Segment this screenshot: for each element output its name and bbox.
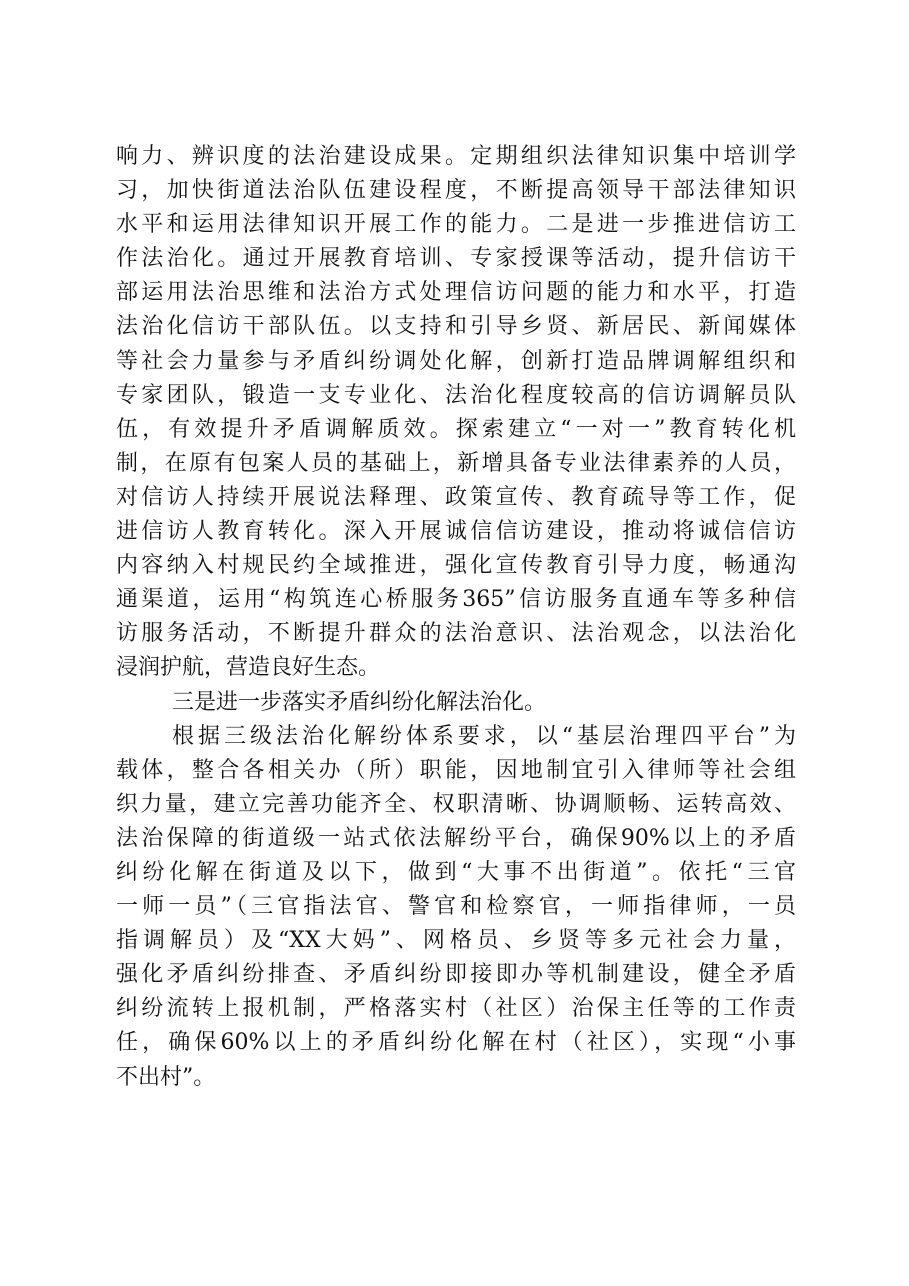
- text-line: 作法治化。通过开展教育培训、专家授课等活动，提升信访干: [116, 246, 796, 272]
- text-line: 任，确保60%以上的矛盾纠纷化解在村（社区），实现“小事: [116, 1030, 796, 1056]
- text-line: 水平和运用法律知识开展工作的能力。二是进一步推进信访工: [116, 212, 796, 238]
- text-line: 内容纳入村规民约全域推进，强化宣传教育引导力度，畅通沟: [116, 553, 796, 579]
- text-line: 制，在原有包案人员的基础上，新增具备专业法律素养的人员，: [116, 450, 796, 476]
- text-line: 习，加快街道法治队伍建设程度，不断提高领导干部法律知识: [116, 178, 796, 204]
- text-line: 一师一员”（三官指法官、警官和检察官，一师指律师，一员: [116, 894, 796, 920]
- text-line: 对信访人持续开展说法释理、政策宣传、教育疏导等工作，促: [116, 484, 796, 510]
- text-line: 载体，整合各相关办（所）职能，因地制宜引入律师等社会组: [116, 757, 796, 783]
- text-line: 法治化信访干部队伍。以支持和引导乡贤、新居民、新闻媒体: [116, 314, 796, 340]
- paragraph: [116, 720, 796, 1095]
- document-body: [116, 140, 796, 1095]
- text-line: 法治保障的街道级一站式依法解纷平台，确保90%以上的矛盾: [116, 825, 796, 851]
- text-line: 纠纷流转上报机制，严格落实村（社区）治保主任等的工作责: [116, 996, 796, 1022]
- paragraph: [116, 686, 796, 720]
- text-line: 指调解员）及“XX大妈”、网格员、乡贤等多元社会力量，: [116, 928, 796, 954]
- text-line: 伍，有效提升矛盾调解质效。探索建立“一对一”教育转化机: [116, 416, 796, 442]
- text-line: 纠纷化解在街道及以下，做到“大事不出街道”。依托“三官: [116, 859, 796, 885]
- text-line: 部运用法治思维和法治方式处理信访问题的能力和水平，打造: [116, 280, 796, 306]
- text-line: 专家团队，锻造一支专业化、法治化程度较高的信访调解员队: [116, 382, 796, 408]
- text-line: 强化矛盾纠纷排查、矛盾纠纷即接即办等机制建设，健全矛盾: [116, 962, 796, 988]
- text-line: 通渠道，运用“构筑连心桥服务365”信访服务直通车等多种信: [116, 587, 796, 613]
- text-line: 响力、辨识度的法治建设成果。定期组织法律知识集中培训学: [116, 144, 796, 169]
- text-line: 等社会力量参与矛盾纠纷调处化解，创新打造品牌调解组织和: [116, 348, 796, 374]
- text-line: 进信访人教育转化。深入开展诚信信访建设，推动将诚信信访: [116, 519, 796, 545]
- text-line: 访服务活动，不断提升群众的法治意识、法治观念，以法治化: [116, 621, 796, 647]
- text-line: 三是进一步落实矛盾纠纷化解法治化。: [172, 689, 547, 715]
- text-line: 浸润护航，营造良好生态。: [116, 655, 381, 681]
- paragraph: [116, 140, 796, 686]
- text-line: 根据三级法治化解纷体系要求，以“基层治理四平台”为: [172, 723, 796, 749]
- text-line: 不出村”。: [116, 1064, 216, 1090]
- text-line: 织力量，建立完善功能齐全、权职清晰、协调顺畅、运转高效、: [116, 791, 796, 817]
